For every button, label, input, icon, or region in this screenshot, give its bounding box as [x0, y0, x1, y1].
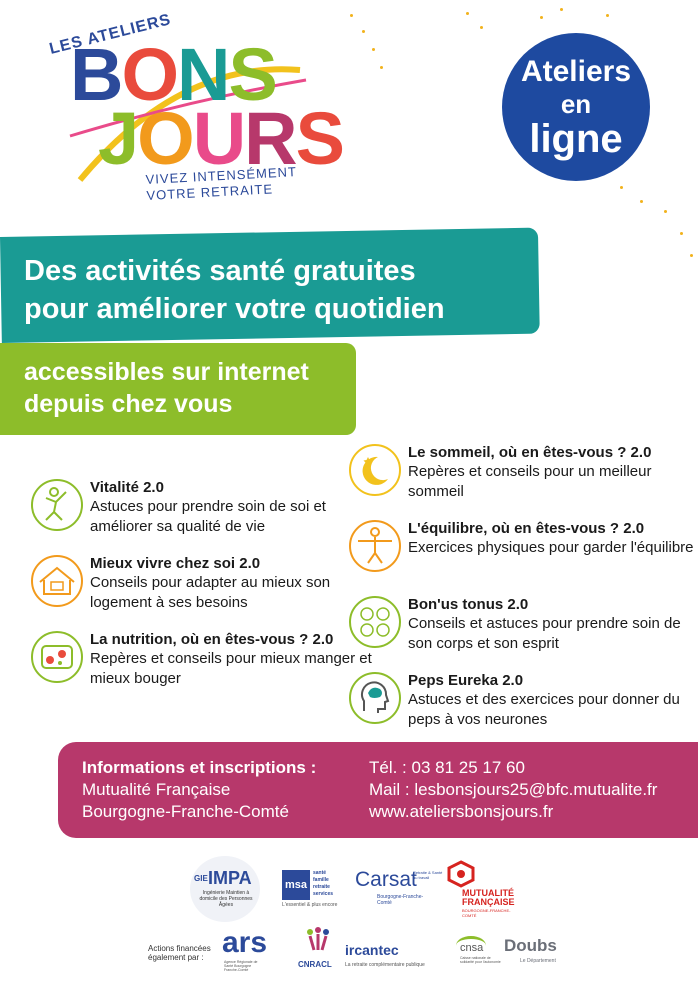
brain-head-icon [348, 671, 402, 725]
cnsa-logo: cnsa Caisse nationale de solidarité pour l'autonomie [452, 936, 502, 972]
activity-description: Astuces et des exercices pour donner du peps à vos neurones [408, 691, 680, 728]
online-workshops-badge: Ateliers en ligne [502, 33, 650, 181]
info-website[interactable]: www.ateliersbonsjours.fr [369, 802, 554, 821]
activity-title: Le sommeil, où en êtes-vous ? 2.0 [408, 444, 652, 461]
moon-star-icon [348, 443, 402, 497]
info-email[interactable]: Mail : lesbonsjours25@bfc.mutualite.fr [369, 780, 658, 799]
carsat-logo: Carsat Retraite & Santé au travail Bourgogne-Franche-Comté [355, 868, 443, 906]
ars-logo: ars Agence Régionale de Santé Bourgogne Franche-Comté [222, 926, 268, 972]
sub-banner-text: accessibles sur internet depuis chez vous [24, 358, 309, 418]
activity-title: Bon'us tonus 2.0 [408, 596, 529, 613]
logo-word-bons: BONS [70, 33, 276, 116]
activity-title: Peps Eureka 2.0 [408, 672, 524, 689]
gie-impa-logo: GIE IMPA Ingénierie Maintien à domicile des Personnes Âgées [190, 856, 260, 922]
balance-person-icon [348, 519, 402, 573]
info-org-line1: Mutualité Française [82, 780, 231, 799]
logo-tagline: VIVEZ INTENSÉMENT VOTRE RETRAITE [145, 164, 298, 203]
logo-word-jours: JOURS [98, 97, 343, 180]
activity-description: Repères et conseils pour mieux manger et mieux bouger [90, 650, 372, 687]
logo-top-line: LES ATELIERS [47, 11, 173, 58]
activity-description: Exercices physiques pour garder l'équilibre [408, 539, 694, 556]
activity-title: Vitalité 2.0 [90, 479, 164, 496]
hexagon-icon [446, 860, 476, 888]
activity-title: L'équilibre, où en êtes-vous ? 2.0 [408, 520, 645, 537]
activity-description: Conseils pour adapter au mieux son logement à ses besoins [90, 574, 331, 611]
mutualite-francaise-logo: MUTUALITÉ FRANÇAISE BOURGOGNE-FRANCHE-COMTÉ [444, 860, 520, 916]
person-jumping-icon [30, 478, 84, 532]
people-icon [302, 926, 332, 952]
info-phone[interactable]: Tél. : 03 81 25 17 60 [369, 758, 525, 777]
info-organization [82, 757, 316, 823]
activity-description: Conseils et astuces pour prendre soin de son corps et son esprit [408, 615, 681, 652]
activity-description: Repères et conseils pour un meilleur sommeil [408, 463, 652, 500]
main-banner-text: Des activités santé gratuites pour améliorer votre quotidien [24, 255, 445, 325]
house-icon [30, 554, 84, 608]
food-plate-icon [30, 630, 84, 684]
info-heading: Informations et inscriptions : [82, 758, 317, 777]
activity-title: La nutrition, où en êtes-vous ? 2.0 [90, 631, 334, 648]
info-org-line2: Bourgogne-Franche-Comté [82, 802, 289, 821]
msa-logo: msa santé famille retraite services L'essentiel & plus encore [282, 870, 338, 908]
doubs-logo: Doubs Le Département [504, 936, 557, 964]
ircantec-logo: ircantec La retraite complémentaire publique [345, 942, 425, 968]
activity-title: Mieux vivre chez soi 2.0 [90, 555, 261, 572]
activities-icon [348, 595, 402, 649]
funding-label: Actions financées également par : [148, 944, 211, 962]
cnracl-logo: CNRACL [296, 926, 336, 974]
activity-description: Astuces pour prendre soin de soi et améliorer sa qualité de vie [90, 498, 326, 535]
info-contacts [369, 757, 657, 823]
